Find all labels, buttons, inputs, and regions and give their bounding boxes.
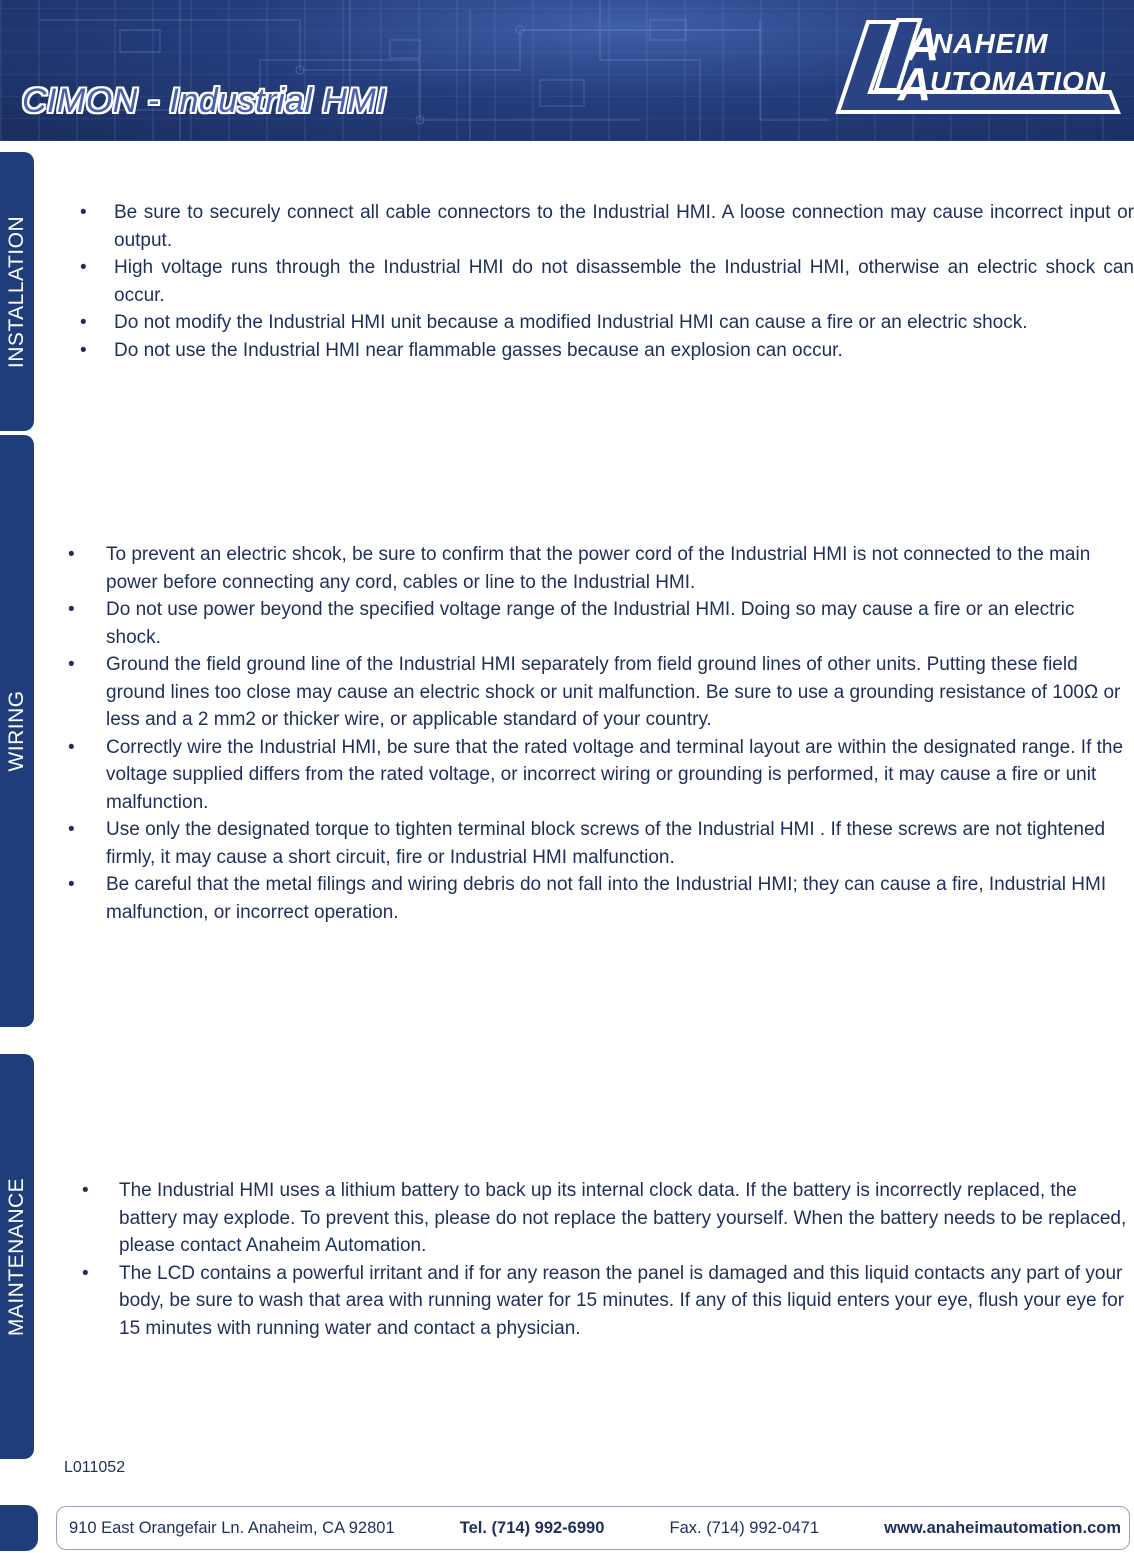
side-tab-wiring: [0, 435, 34, 1027]
list-item: • Be sure to securely connect all cable connectors to the Industrial HMI. A loose connection may cause incorrect input or output.: [80, 199, 1134, 254]
bullet: •: [80, 312, 87, 333]
bullet: •: [68, 544, 75, 565]
list-item: • Be careful that the metal filings and wiring debris do not fall into the Industrial HMI; they can cause a fire, Industrial HMI malfunction, or incorrect operation.: [68, 871, 1134, 926]
installation-list: [80, 199, 1134, 364]
side-tab-maintenance: [0, 1054, 34, 1459]
list-item: • To prevent an electric shcok, be sure to confirm that the power cord of the Industrial HMI is not connected to the main power before connecting any cord, cables or line to the Industrial HMI.: [68, 541, 1134, 596]
list-item: • Correctly wire the Industrial HMI, be sure that the rated voltage and terminal layout are within the designated range. If the voltage supplied differs from the rated voltage, or incorrect wiring or grounding is performed, it may cause a fire or unit malfunction.: [68, 734, 1134, 817]
footer-tab-decoration: [0, 1505, 38, 1551]
side-tab-label: INSTALLATION: [5, 215, 28, 368]
logo-text-automation: UTOMATION: [930, 66, 1106, 97]
footer-contact-bar: [56, 1506, 1130, 1550]
bullet: •: [68, 736, 75, 758]
bullet: •: [80, 257, 87, 278]
footer-address: 910 East Orangefair Ln. Anaheim, CA 92801: [69, 1518, 395, 1537]
side-tab-label: WIRING: [5, 690, 28, 772]
side-tab-label: MAINTENANCE: [5, 1177, 28, 1336]
list-item: • Ground the field ground line of the Industrial HMI separately from field ground lines of other units. Putting these field ground lines too close may cause an electric shock or unit malfunction. Be sure to use a grounding resistance of 100Ω or less and a 2 mm2 or thicker wire, or applicable standard of your country.: [68, 651, 1134, 734]
bullet: •: [82, 1180, 89, 1201]
svg-text:A: A: [906, 18, 940, 70]
bullet: •: [68, 874, 75, 895]
bullet: •: [82, 1262, 89, 1284]
footer-fax: Fax. (714) 992-0471: [669, 1518, 820, 1537]
bullet: •: [80, 339, 87, 361]
list-item: • Do not modify the Industrial HMI unit because a modified Industrial HMI can cause a fire or an electric shock.: [80, 309, 1134, 337]
logo-text-anaheim: NAHEIM: [932, 28, 1049, 59]
page-title: CIMON - Industrial HMI: [22, 82, 387, 120]
list-item: • Do not use the Industrial HMI near flammable gasses because an explosion can occur.: [80, 337, 1134, 365]
footer-telephone: Tel. (714) 992-6990: [459, 1518, 605, 1537]
maintenance-list: [82, 1177, 1134, 1342]
list-item: • The LCD contains a powerful irritant and if for any reason the panel is damaged and this liquid contacts any part of your body, be sure to wash that area with running water for 15 minutes. If any of this liquid enters your eye, flush your eye for 15 minutes with running water and contact a physician.: [82, 1260, 1134, 1343]
footer-website-link[interactable]: www.anaheimautomation.com: [884, 1518, 1121, 1537]
bullet: •: [68, 819, 75, 840]
header-banner: [0, 0, 1134, 141]
document-code: L011052: [64, 1459, 126, 1476]
list-item: • High voltage runs through the Industrial HMI do not disassemble the Industrial HMI, otherwise an electric shock can occur.: [80, 254, 1134, 309]
logo-letter-a-bottom: [897, 58, 931, 110]
svg-text:A: A: [898, 58, 932, 110]
bullet: •: [68, 654, 75, 675]
list-item: • The Industrial HMI uses a lithium battery to back up its internal clock data. If the battery is incorrectly replaced, the battery may explode. To prevent this, please do not replace the battery yourself. When the battery needs to be replaced, please contact Anaheim Automation.: [82, 1177, 1134, 1260]
side-tab-installation: [0, 152, 34, 431]
bullet: •: [80, 202, 87, 223]
list-item: • Use only the designated torque to tighten terminal block screws of the Industrial HMI . If these screws are not tightened firmly, it may cause a short circuit, fire or Industrial HMI malfunction.: [68, 816, 1134, 871]
list-item: • Do not use power beyond the specified voltage range of the Industrial HMI. Doing so may cause a fire or an electric shock.: [68, 596, 1134, 651]
wiring-list: [68, 541, 1134, 926]
bullet: •: [68, 599, 75, 620]
